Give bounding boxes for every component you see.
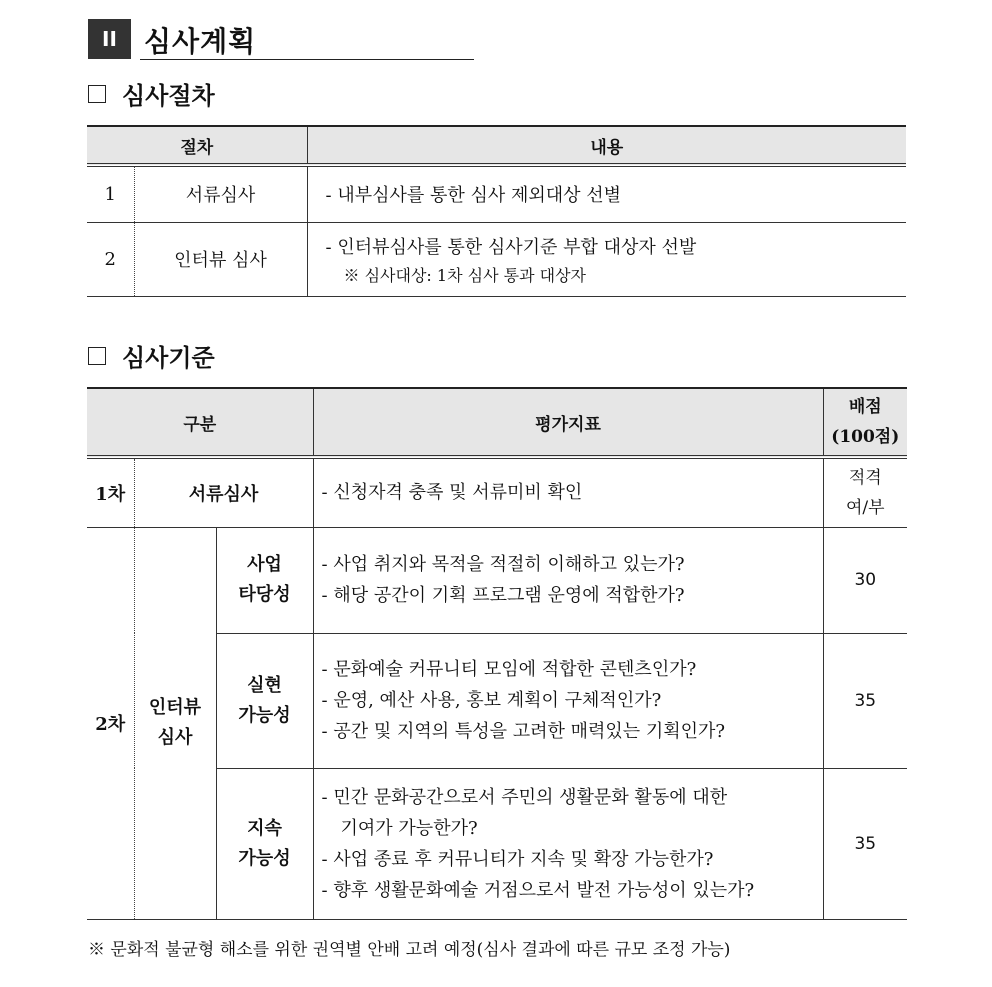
item-name-line1: 사업 [247, 554, 282, 575]
row-number: 1 [87, 165, 134, 222]
score-cell: 35 [823, 633, 907, 768]
indicator-line: - 민간 문화공간으로서 주민의 생활문화 활동에 대한 [321, 786, 728, 808]
item-name [216, 527, 313, 633]
round-type [134, 527, 216, 919]
indicator-cell [313, 768, 823, 919]
item-name-line2: 가능성 [238, 847, 291, 869]
round-type-line1: 인터뷰 [148, 697, 202, 718]
table-header-row [87, 126, 906, 165]
header-score-line2: (100점) [831, 427, 900, 447]
round-type-line2: 심사 [157, 727, 193, 748]
round-type: 서류심사 [134, 457, 313, 527]
header-category: 구분 [87, 388, 313, 457]
indicator-line: - 사업 취지와 목적을 적절히 이해하고 있는가? [321, 554, 685, 575]
header-score [823, 388, 907, 457]
round-label: 1차 [87, 457, 134, 527]
row-description [307, 222, 906, 296]
item-name-line2: 가능성 [238, 704, 291, 726]
indicator-cell [313, 633, 823, 768]
indicator-line: - 공간 및 지역의 특성을 고려한 매력있는 기획인가? [321, 721, 726, 742]
item-name-line1: 지속 [247, 817, 282, 839]
score-cell: 35 [823, 768, 907, 919]
criteria-table [87, 387, 907, 920]
score-line1: 적격 [848, 467, 882, 488]
row-description-text: - 인터뷰심사를 통한 심사기준 부합 대상자 선발 [325, 236, 697, 258]
row-description-text: - 내부심사를 통한 심사 제외대상 선별 [325, 185, 622, 207]
table-row [87, 165, 906, 222]
row-procedure-name: 인터뷰 심사 [134, 222, 307, 296]
score-cell: 30 [823, 527, 907, 633]
header-content: 내용 [307, 126, 906, 165]
table-header-row [87, 388, 907, 457]
section-header [88, 19, 474, 61]
header-indicator: 평가지표 [313, 388, 823, 457]
procedure-heading [88, 76, 215, 111]
criteria-heading [88, 338, 215, 373]
row-procedure-name: 서류심사 [134, 165, 307, 222]
procedure-table [87, 125, 906, 297]
item-name [216, 768, 313, 919]
square-bullet-icon [88, 85, 106, 103]
section-number: II [88, 19, 131, 59]
indicator-line: - 신청자격 충족 및 서류미비 확인 [321, 482, 583, 504]
header-score-line1: 배점 [848, 397, 882, 417]
indicator-line: - 향후 생활문화예술 거점으로서 발전 가능성이 있는가? [321, 879, 755, 901]
table-row [87, 222, 906, 296]
table-row [87, 457, 907, 527]
item-name-line2: 타당성 [238, 584, 291, 605]
indicator-line-continued: 기여가 가능한가? [340, 817, 478, 839]
score-line2: 여/부 [845, 497, 885, 518]
round-label: 2차 [87, 527, 134, 919]
row-note: ※ 심사대상: 1차 심사 통과 대상자 [343, 265, 586, 285]
square-bullet-icon [88, 347, 106, 365]
score-cell [823, 457, 907, 527]
section-title: 심사계획 [144, 25, 257, 58]
procedure-heading-text: 심사절차 [122, 82, 215, 110]
section-underline [140, 59, 474, 60]
row-number: 2 [87, 222, 134, 296]
indicator-cell [313, 527, 823, 633]
row-description [307, 165, 906, 222]
indicator-line: - 운영, 예산 사용, 홍보 계획이 구체적인가? [321, 690, 662, 711]
indicator-line: - 해당 공간이 기획 프로그램 운영에 적합한가? [321, 585, 685, 606]
table-row [87, 527, 907, 633]
header-procedure: 절차 [87, 126, 307, 165]
criteria-heading-text: 심사기준 [122, 344, 215, 372]
item-name [216, 633, 313, 768]
indicator-line: - 문화예술 커뮤니티 모임에 적합한 콘텐츠인가? [321, 659, 697, 680]
item-name-line1: 실현 [247, 674, 282, 696]
footnote: ※ 문화적 불균형 해소를 위한 권역별 안배 고려 예정(심사 결과에 따른 규모 조정 가능) [88, 940, 731, 960]
indicator-cell [313, 457, 823, 527]
indicator-line: - 사업 종료 후 커뮤니티가 지속 및 확장 가능한가? [321, 848, 714, 870]
